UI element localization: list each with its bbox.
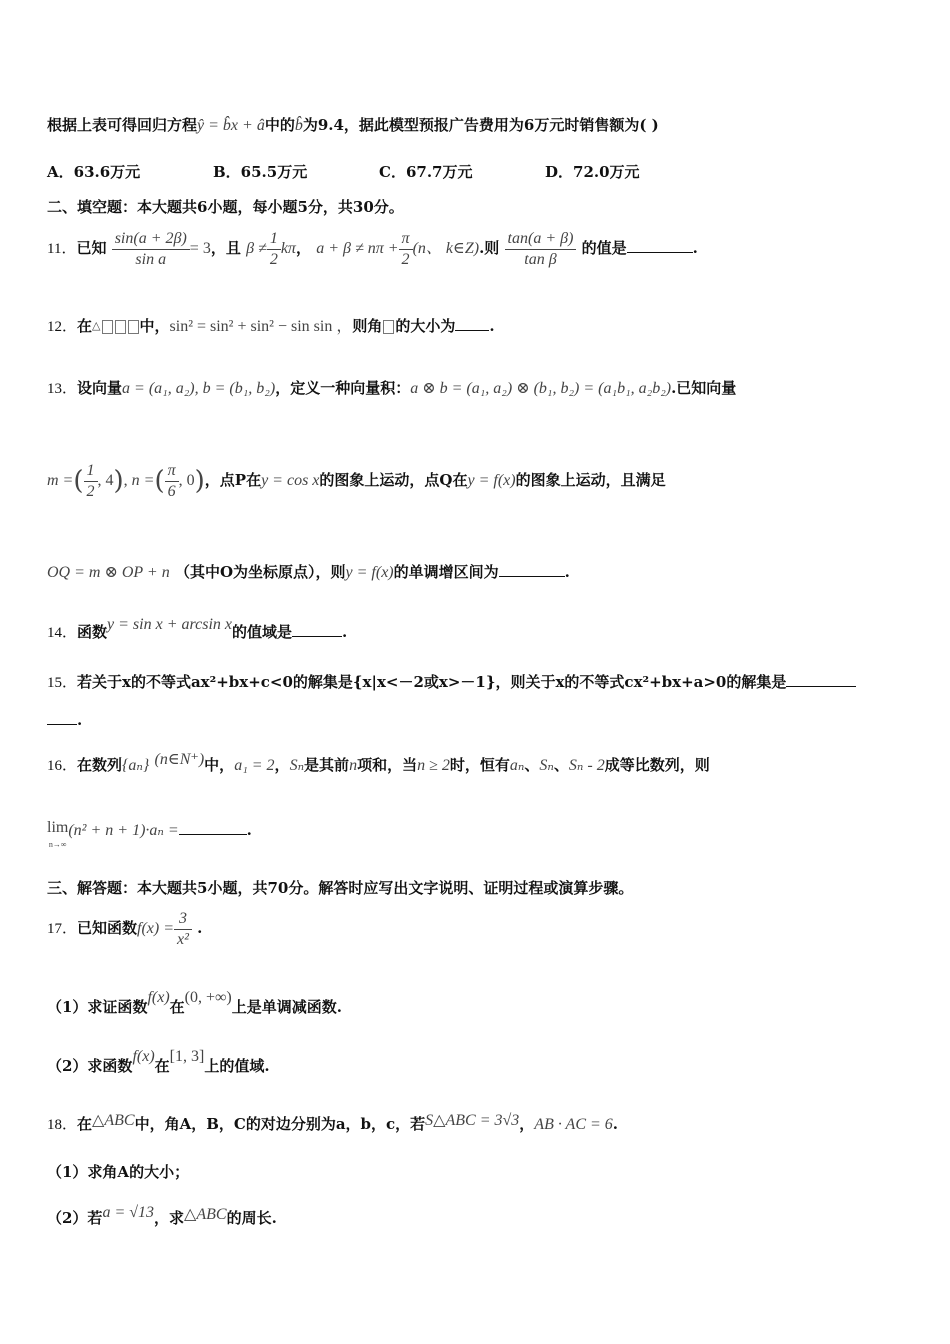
q18-part2	[47, 1204, 277, 1229]
q13-oq-text: （其中O为坐标原点），则	[174, 563, 346, 581]
q11-cond1b: kπ	[280, 240, 296, 257]
sine-equation: sin² = sin² + sin² − sin sin ，	[169, 318, 353, 335]
q18-pre: 在	[77, 1115, 93, 1133]
q17	[47, 903, 202, 954]
option-a[interactable]: A．63.6万元	[47, 163, 141, 181]
q14-number: 14．	[47, 625, 78, 641]
q11-pre: 已知	[76, 239, 107, 257]
answer-blank[interactable]	[179, 820, 247, 835]
q11-fraction	[112, 229, 190, 270]
q16-t2: 项和，当	[357, 756, 418, 774]
tan-bot: tan β	[524, 250, 557, 268]
q11-cond1a: β ≠	[246, 240, 267, 257]
q15-end: .	[77, 711, 83, 729]
limit-expression: (n² + n + 1)·aₙ =	[68, 822, 179, 839]
q10-stem	[47, 115, 659, 136]
q11-then: .则	[479, 239, 500, 257]
a1-value: a₁ = 2	[234, 757, 275, 774]
answer-blank[interactable]	[627, 238, 693, 253]
f-of-x: f(x) =	[137, 920, 175, 937]
q13-line3	[47, 562, 570, 583]
interval-one-three: [1, 3]	[169, 1048, 205, 1065]
q17-p2-post: 上的值域.	[204, 1057, 270, 1075]
q13-line2: m =( $\frac{1}{2}$ , 4), n =( $\frac{\pi}{6}$ , 0)，点P在y = cos x的图象上运动，点Q在y = f(x)的图象上运动，且满足	[47, 461, 666, 500]
q16-number: 16．	[47, 758, 78, 774]
q11-frac-top: sin(a + 2β)	[112, 229, 190, 250]
n-fraction	[165, 461, 179, 502]
q13-post: .已知向量	[671, 379, 737, 397]
missing-glyph-icon	[128, 320, 139, 334]
q17-p1-post: 上是单调减函数.	[231, 998, 342, 1016]
q18-mid: 中，角A，B，C的对边分别为a，b，c，若	[134, 1115, 426, 1133]
q13-pre: 设向量	[77, 379, 123, 397]
limit-operator	[47, 820, 68, 852]
q12-post2: 的大小为	[395, 317, 456, 335]
missing-glyph-icon	[383, 320, 394, 334]
q17-frac-bot: x²	[177, 930, 189, 948]
q16-line1: 16．在数列{aₙ} (n∈N⁺)中，a₁ = 2，Sₙ是其前n项和，当n ≥ 2时，恒有aₙ、Sₙ、Sₙ - 2成等比数列，则	[47, 751, 710, 774]
q15	[47, 672, 856, 693]
q16-t1: 是其前	[304, 756, 350, 774]
q18-comma: ，	[519, 1115, 535, 1133]
a-sqrt13: a = √13	[102, 1204, 155, 1221]
lim-sub: n→∞	[48, 840, 67, 849]
q15-number: 15．	[47, 675, 78, 691]
q11-number: 11．	[47, 241, 77, 257]
q17-fraction	[174, 909, 192, 950]
q11-and: ，且	[210, 239, 241, 257]
m-fraction	[84, 461, 98, 502]
answer-blank[interactable]	[499, 562, 565, 577]
q13-mid: ，定义一种向量积：	[275, 379, 411, 397]
q17-frac-top: 3	[174, 909, 192, 930]
q16-sep1: 、	[524, 756, 540, 774]
m-frac-top: 1	[84, 461, 98, 482]
q16-sep2: 、	[553, 756, 569, 774]
vector-product-definition: a ⊗ b = (a₁, a₂) ⊗ (b₁, b₂) = (a₁b₁, a₂b₂)	[410, 380, 672, 397]
q17-part1	[47, 989, 342, 1018]
q18-p2-post: 的周长.	[226, 1209, 277, 1227]
vector-m: m =	[47, 472, 74, 489]
q17-part2	[47, 1048, 270, 1077]
tan-top: tan(a + β)	[505, 229, 577, 250]
q16-an: aₙ	[509, 757, 525, 774]
q17-p1-in: 在	[169, 998, 185, 1016]
sequence-a: {aₙ}	[122, 757, 150, 774]
q14-pre: 函数	[77, 623, 108, 641]
q18-p2-pre: （2）若	[47, 1209, 103, 1227]
q12-pre: 在	[77, 317, 93, 335]
q11-end: .	[692, 239, 698, 257]
q11-cond2a: a + β ≠ nπ +	[316, 240, 399, 257]
q11-cond2b: (n、 k∈Z)	[412, 240, 480, 257]
q10-text-post: 为9.4，据此模型预报广告费用为6万元时销售额为( )	[302, 116, 659, 134]
area-expression: S△ABC = 3√3	[425, 1112, 520, 1129]
q14	[47, 616, 348, 643]
q18-end: .	[612, 1115, 619, 1133]
answer-blank[interactable]	[292, 622, 342, 637]
q11: 11．已知 $\frac{\sin(a + 2\beta)}{\text{sin a}}$ = 3，且 β ≠ $\frac{1}{2}$ kπ， a + β ≠ nπ + $\frac{\pi}{2}$ (n、 k∈Z).则 $\frac{\tan(a + \beta)}{\text{tan β}}$ 的值是 .	[47, 229, 698, 268]
vector-definition: a = (a₁, a₂), b = (b₁, b₂)	[122, 380, 276, 397]
q10-text: 根据上表可得回归方程	[47, 116, 198, 134]
q10-text-mid: 中的	[264, 116, 295, 134]
q16-t3: 时，恒有	[449, 756, 510, 774]
q16-sn3: Sₙ - 2	[568, 757, 605, 774]
q18-number: 18．	[47, 1117, 78, 1133]
answer-blank-cont[interactable]	[47, 710, 77, 725]
q16-line2	[47, 820, 252, 852]
q17-p1-f: f(x)	[147, 989, 170, 1006]
q11-post: 的值是	[581, 239, 627, 257]
q17-p1-pre: （1）求证函数	[47, 998, 148, 1016]
q12-post: 则角	[352, 317, 383, 335]
q16-t4: 成等比数列，则	[604, 756, 710, 774]
n-frac-top: π	[165, 461, 179, 482]
q13-oq-post: 的单调增区间为	[393, 563, 499, 581]
q12	[47, 316, 495, 337]
answer-blank[interactable]	[455, 316, 489, 331]
answer-blank[interactable]	[786, 672, 856, 687]
q14-end: .	[342, 623, 348, 641]
vector-n: n =	[131, 472, 155, 489]
q13-p-text3: 的图象上运动，且满足	[515, 471, 666, 489]
tan-fraction	[505, 229, 577, 270]
n-ge-2: n ≥ 2	[417, 757, 450, 774]
oq-equation: OQ = m ⊗ OP + n	[47, 564, 170, 581]
q18-p2-mid: ，求	[154, 1209, 185, 1227]
q16-mid: 中，	[204, 756, 235, 774]
q11-eq3: = 3	[189, 240, 211, 257]
missing-glyph-icon	[102, 320, 113, 334]
pi-half-fraction: $\frac{\pi}{2}$	[399, 229, 413, 270]
m-rest: , 4	[97, 472, 114, 489]
dot-product: AB · AC = 6	[534, 1116, 613, 1133]
option-c[interactable]: C．67.7万元	[379, 163, 473, 181]
q16-n: n	[349, 757, 358, 774]
regression-equation: ŷ = b̂x + â	[197, 117, 265, 134]
m-frac-bot: 2	[86, 482, 95, 500]
q13-end: .	[564, 563, 570, 581]
q16-pre: 在数列	[77, 756, 123, 774]
option-b[interactable]: B．65.5万元	[213, 163, 308, 181]
q14-post: 的值域是	[232, 623, 293, 641]
q17-end: .	[197, 919, 203, 937]
s-n: Sₙ	[289, 757, 305, 774]
q18-part1: （1）求角A的大小；	[47, 1163, 190, 1181]
q13-p-text: ，点P在	[204, 471, 262, 489]
interval-zero-inf: (0, +∞)	[184, 989, 232, 1006]
triangle-symbol: △	[92, 320, 101, 332]
q10-options	[47, 162, 711, 182]
q13-line1	[47, 378, 736, 399]
q13-number: 13．	[47, 381, 78, 397]
option-d[interactable]: D．72.0万元	[545, 163, 640, 181]
n-frac-bot: 6	[167, 482, 176, 500]
q12-number: 12．	[47, 319, 78, 335]
sin-arcsin-function: y = sin x + arcsin x	[107, 616, 233, 633]
b-hat: b̂	[294, 117, 303, 134]
q18	[47, 1114, 618, 1135]
q17-p2-pre: （2）求函数	[47, 1057, 133, 1075]
q11-frac-bot: sin a	[135, 250, 167, 268]
cos-curve: y = cos x	[261, 472, 320, 489]
missing-glyph-icon	[115, 320, 126, 334]
q18-p2-tri: △ABC	[184, 1206, 227, 1223]
q13-p-text2: 的图象上运动，点Q在	[319, 471, 468, 489]
oq-curve: y = f(x)	[345, 564, 394, 581]
section-solve: 三、解答题：本大题共5小题，共70分。解答时应写出文字说明、证明过程或演算步骤。	[47, 879, 634, 897]
q16-end: .	[246, 821, 252, 839]
q12-end: .	[489, 317, 495, 335]
q15-text: 若关于x的不等式ax²+bx+c<0的解集是{x|x<－2或x>－1}，则关于x的不等式cx²+bx+a>0的解集是	[77, 673, 787, 691]
lim-text: lim	[47, 819, 69, 836]
triangle-abc: △ABC	[92, 1112, 135, 1129]
q16-sn2: Sₙ	[539, 757, 554, 774]
f-curve: y = f(x)	[467, 472, 516, 489]
q17-pre: 已知函数	[77, 919, 138, 937]
section-fill-in: 二、填空题：本大题共6小题，每小题5分，共30分。	[47, 198, 404, 216]
q17-p2-f: f(x)	[132, 1048, 155, 1065]
q15-cont	[47, 710, 82, 730]
q17-p2-in: 在	[154, 1057, 170, 1075]
n-natural: (n∈N⁺)	[154, 751, 205, 768]
q12-mid: 中，	[139, 317, 170, 335]
n-rest: , 0	[178, 472, 195, 489]
half-fraction: $\frac{1}{2}$	[267, 229, 281, 270]
q17-number: 17．	[47, 921, 78, 937]
